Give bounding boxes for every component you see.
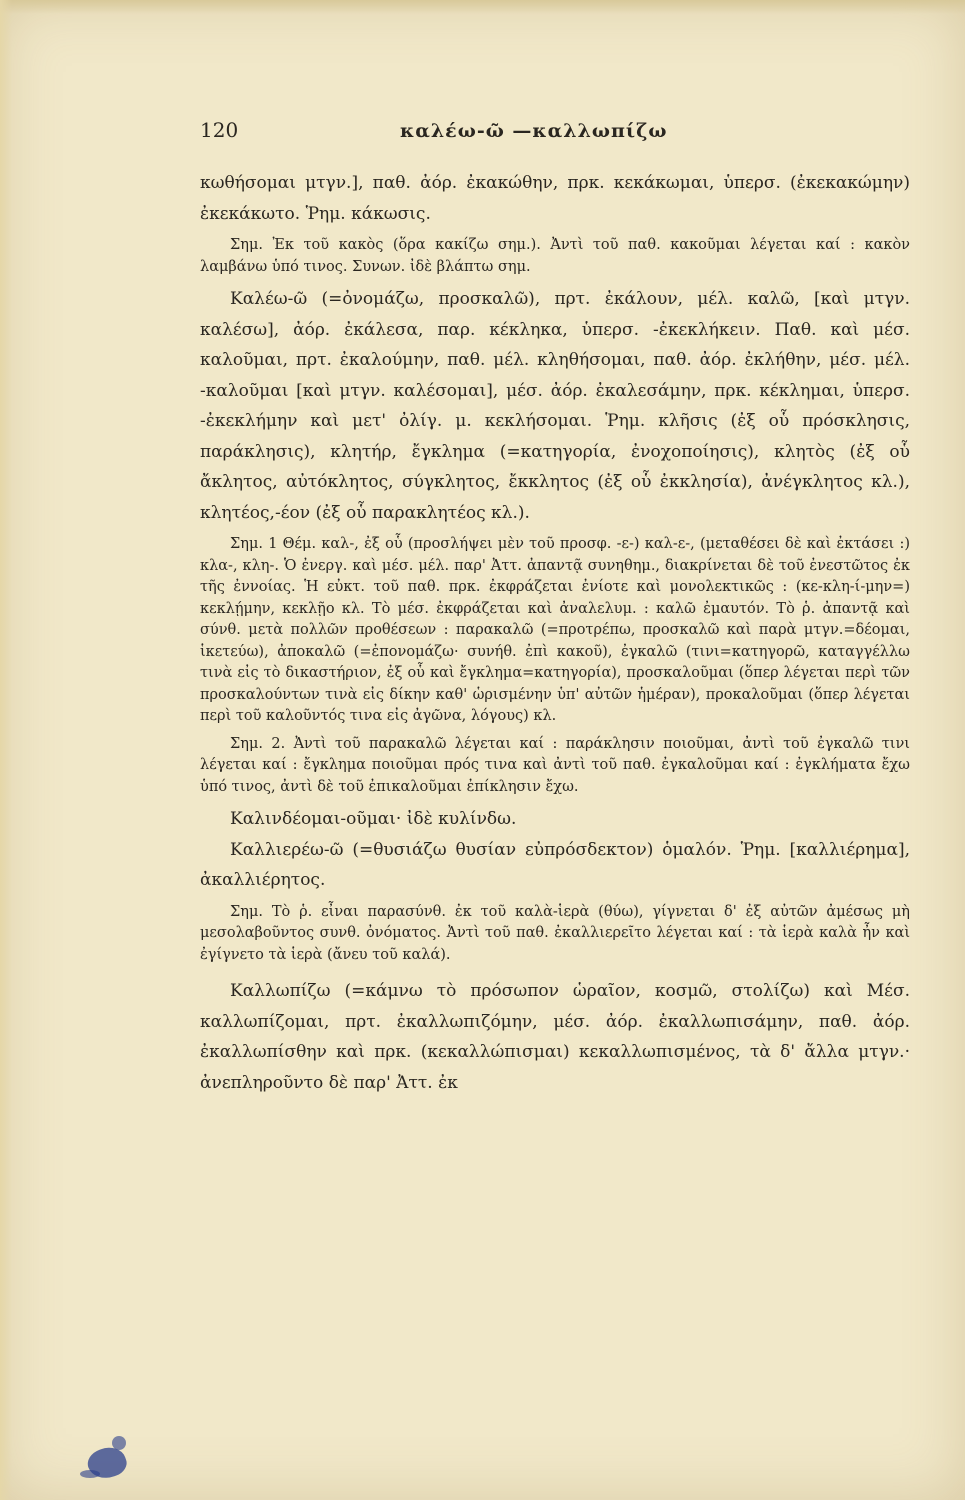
note-kaleo-2: Σημ. 2. Ἀντὶ τοῦ παρακαλῶ λέγεται καί : παράκλησιν ποιοῦμαι, ἀντὶ τοῦ ἐγκαλῶ τινι λέγεται καί : ἔγκλημα ποιοῦμαι πρός τινα καὶ ἀντὶ τοῦ παθ. ἐγκαλοῦμαι καί : ἐγκλήματα ἔχω ὑπό τινος, ἀντὶ δὲ τοῦ ἐπικαλοῦμαι ἐπίκλησιν ἔχω. xyxy=(200,735,910,795)
note-kalliereo: Σημ. Τὸ ῥ. εἶναι παρασύνθ. ἐκ τοῦ καλὰ-ἱερὰ (θύω), γίγνεται δ' ἐξ αὐτῶν ἀμέσως μὴ μεσολαβοῦντος συνθ. ὀνόματος. Ἀντὶ τοῦ παθ. ἐκαλλιερεῖτο λέγεται καί : τὰ ἱερὰ καλὰ ἦν καὶ ἐγίγνετο τὰ ἱερὰ (ἄνευ τοῦ καλά). xyxy=(200,903,910,963)
entry-kalindeomai: Καλινδέομαι-οῦμαι· ἰδὲ κυλίνδω. xyxy=(230,809,517,829)
page-number: 120 xyxy=(200,118,239,142)
page-edge-left xyxy=(0,0,12,1500)
page-edge-top xyxy=(0,0,965,14)
page-header xyxy=(200,118,910,150)
entry-kaleo: Καλέω-ῶ (=ὀνομάζω, προσκαλῶ), πρτ. ἐκάλουν, μέλ. καλῶ, [καὶ μτγν. καλέσω], ἀόρ. ἐκάλεσα, παρ. κέκληκα, ὑπερσ. -ἐκεκλήκειν. Παθ. καὶ μέσ. καλοῦμαι, πρτ. ἐκαλούμην, παθ. μέλ. κληθήσομαι, παθ. ἀόρ. ἐκλήθην, μέσ. μέλ. -καλοῦμαι [καὶ μτγν. καλέσομαι], μέσ. ἀόρ. ἐκαλεσάμην, πρκ. κέκλημαι, ὑπερσ. -ἐκεκλήμην καὶ μετ' ὀλίγ. μ. κεκλήσομαι. Ῥημ. κλῆσις (ἐξ οὗ πρόσκλησις, παράκλησις), κλητήρ, ἔγκλημα (=κατηγορία, ἐνοχοποίησις), κλητὸς (ἐξ οὗ ἄκλητος, αὐτόκλητος, σύγκλητος, ἔκκλητος (ἐξ οὗ ἐκκλησία), ἀνέγκλητος κλ.), κλητέος,-έον (ἐξ οὗ παρακλητέος κλ.). xyxy=(200,289,910,523)
entry-kallopizo: Καλλωπίζω (=κάμνω τὸ πρόσωπον ὡραῖον, κοσμῶ, στολίζω) καὶ Μέσ. καλλωπίζομαι, πρτ. ἐκαλλωπιζόμην, μέσ. ἀόρ. ἐκαλλωπισάμην, παθ. ἀόρ. ἐκαλλωπίσθην καὶ πρκ. (κεκαλλώπισμαι) κεκαλλωπισμένος, τὰ δ' ἄλλα μτγν.· ἀνεπληροῦντο δὲ παρ' Ἀττ. ἐκ xyxy=(200,981,910,1093)
ink-stain-smear xyxy=(80,1470,100,1478)
running-head: καλέω-ῶ —καλλωπίζω xyxy=(400,120,668,142)
page-body xyxy=(200,168,910,1098)
note-kaleo-1: Σημ. 1 Θέμ. καλ-, ἐξ οὗ (προσλήψει μὲν τοῦ προσφ. -ε-) καλ-ε-, (μεταθέσει δὲ καὶ ἐκτάσει :) κλα-, κλη-. Ὁ ἐνεργ. καὶ μέσ. μέλ. παρ' Ἀττ. ἀπαντᾷ συνηθημ., διακρίνεται δὲ τοῦ ἐνεστῶτος ἐκ τῆς ἐννοίας. Ἡ εὐκτ. τοῦ παθ. πρκ. ἐκφράζεται ἐνίοτε καὶ μονολεκτικῶς : (κε-κλη-ί-μην=) κεκλῄμην, κεκλῇο κλ. Τὸ μέσ. ἐκφράζεται καὶ ἀναλελυμ. : καλῶ ἐμαυτόν. Τὸ ῥ. ἀπαντᾷ καὶ σύνθ. μετὰ πολλῶν προθέσεων : παρακαλῶ (=προτρέπω, προσκαλῶ καὶ παρὰ μτγν.=δέομαι, ἱκετεύω), ἀποκαλῶ (=ἐπονομάζω· συνήθ. ἐπὶ κακοῦ), ἐγκαλῶ (τινι=κατηγορῶ, καταγγέλλω τινὰ εἰς τὸ δικαστήριον, ἐξ οὗ καὶ ἔγκλημα=κατηγορία), προσκαλοῦμαι (ὅπερ λέγεται περὶ τῶν προσκαλούντων τινὰ εἰς δίκην καθ' ὡρισμένην ὑπ' αὐτῶν ἡμέραν), προκαλοῦμαι (ὅπερ λέγεται περὶ τοῦ καλοῦντός τινα εἰς ἀγῶνα, λόγους) κλ. xyxy=(200,536,910,724)
ink-stain-small xyxy=(112,1436,126,1450)
note-kakoo: Σημ. Ἐκ τοῦ κακὸς (ὅρα κακίζω σημ.). Ἀντὶ τοῦ παθ. κακοῦμαι λέγεται καί : κακὸν λαμβάνω ὑπό τινος. Συνων. ἰδὲ βλάπτω σημ. xyxy=(200,237,910,275)
entry-continuation: κωθήσομαι μτγν.], παθ. ἀόρ. ἐκακώθην, πρκ. κεκάκωμαι, ὑπερσ. (ἐκεκακώμην) ἐκεκάκωτο. Ῥημ. κάκωσις. xyxy=(200,173,910,224)
entry-kalliereo: Καλλιερέω-ῶ (=θυσιάζω θυσίαν εὐπρόσδεκτον) ὁμαλόν. Ῥημ. [καλλιέρημα], ἀκαλλιέρητος. xyxy=(200,839,910,890)
